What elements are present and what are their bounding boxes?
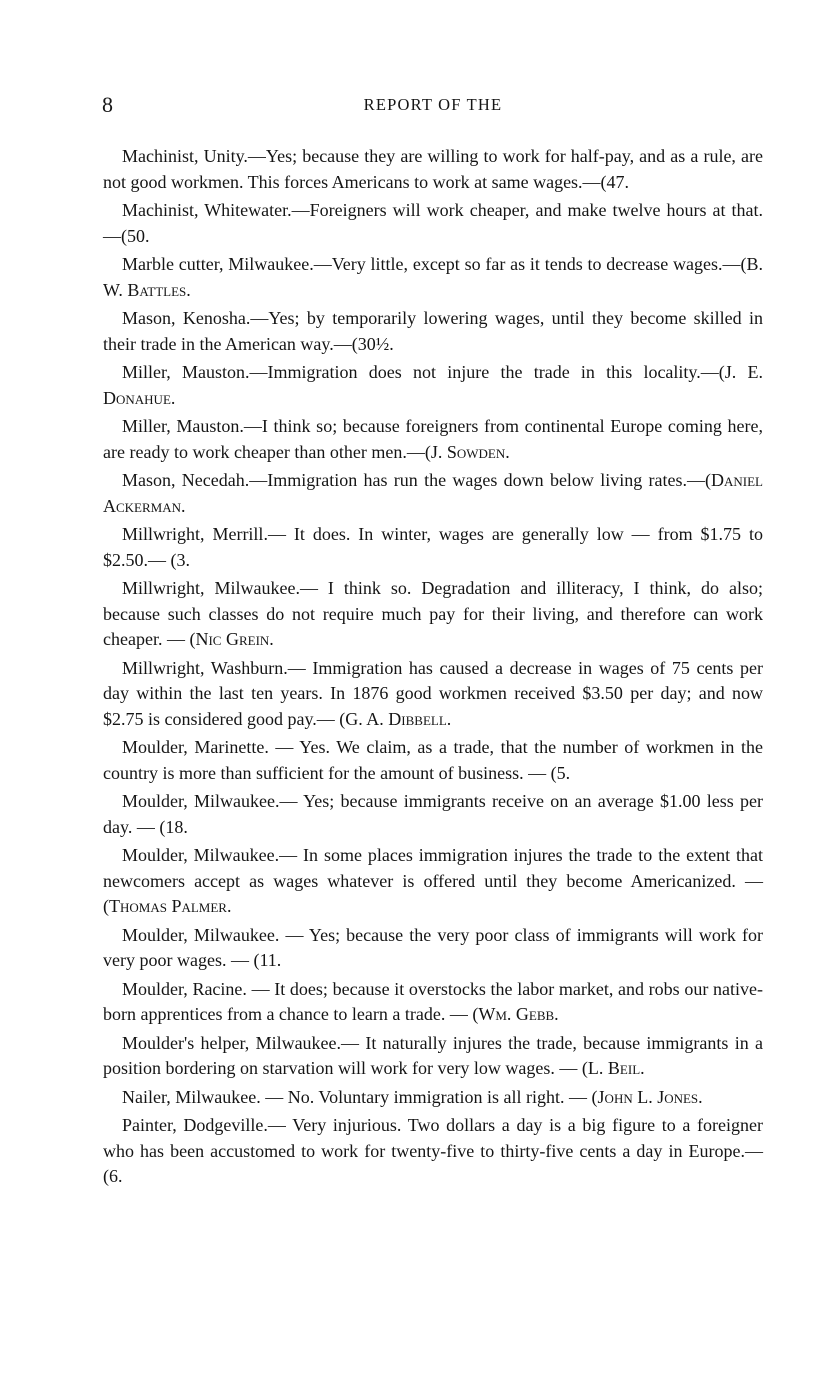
entry-signature: J. E. Donahue.: [103, 362, 763, 408]
page-number: 8: [102, 92, 113, 117]
entry-signature: Daniel Ackerman.: [103, 470, 763, 516]
entry-text: Millwright, Washburn.— Immigration has caused a decrease in wages of 75 cents per day within the last ten years. In 1876 good workmen received $3.50 per day; and now $2.75 is considered good pay.— (: [103, 657, 763, 729]
page-header: [102, 88, 764, 122]
entry-text: Mason, Kenosha.—Yes; by temporarily lowering wages, until they become skilled in their trade in the American way.—(30½.: [103, 308, 763, 354]
entry-text: Nailer, Milwaukee. — No. Voluntary immigration is all right. — (: [122, 1086, 598, 1107]
entry-text: Mason, Necedah.—Immigration has run the wages down below living rates.—(: [122, 470, 711, 490]
entry-text: Marble cutter, Milwaukee.—Very little, except so far as it tends to decrease wages.—(: [122, 254, 747, 274]
entry-text: Millwright, Merrill.— It does. In winter, wages are generally low — from $1.75 to $2.50.— (3.: [103, 524, 763, 570]
entry-signature: J. Sowden.: [430, 441, 510, 462]
testimony-entry: [103, 144, 763, 195]
entry-signature: Nic Grein.: [195, 629, 274, 649]
testimony-entry: [103, 522, 763, 573]
testimony-entry: [103, 414, 763, 465]
testimony-entry: [103, 1113, 763, 1190]
entry-text: Moulder, Marinette. — Yes. We claim, as a trade, that the number of workmen in the country is more than sufficient for the amount of business. — (5.: [103, 737, 763, 783]
testimony-entry: [103, 198, 763, 249]
entry-text: Miller, Mauston.—Immigration does not injure the trade in this locality.—(: [122, 362, 725, 382]
entry-text: Painter, Dodgeville.— Very injurious. Two dollars a day is a big figure to a foreigner who has been accustomed to work for twenty-five to thirty-five cents a day in Europe.— (6.: [103, 1115, 763, 1186]
entry-text: Moulder, Milwaukee.— Yes; because immigrants receive on an average $1.00 less per day. — (18.: [103, 791, 763, 837]
entry-signature: Wm. Gebb.: [478, 1004, 559, 1024]
testimony-entry: [103, 843, 763, 920]
entry-signature: B. W. Battles.: [103, 254, 763, 300]
entry-signature: Thomas Palmer.: [109, 896, 232, 916]
testimony-entry: [103, 923, 763, 974]
testimony-entry: [103, 735, 763, 786]
testimony-entry: [103, 1085, 763, 1111]
testimony-entry: [103, 977, 763, 1028]
testimony-entry: [103, 360, 763, 411]
entry-text: Moulder, Milwaukee. — Yes; because the very poor class of immigrants will work for very poor wages. — (11.: [103, 924, 763, 970]
running-head: REPORT OF THE: [363, 95, 503, 114]
testimony-entry: [103, 468, 763, 519]
testimony-entry: [103, 252, 763, 303]
entry-text: Moulder, Milwaukee.— In some places immigration injures the trade to the extent that newcomers accept as wages whatever is offered until they become Americanized. — (: [103, 845, 763, 916]
entry-signature: L. Beil.: [587, 1058, 645, 1078]
testimony-entry: [103, 789, 763, 840]
testimony-entry: [103, 576, 763, 653]
entry-text: Moulder's helper, Milwaukee.— It naturally injures the trade, because immigrants in a position bordering on starvation will work for very low wages. — (: [103, 1032, 763, 1078]
entry-text: Miller, Mauston.—I think so; because foreigners from continental Europe coming here, are ready to work cheaper than other men.—(: [103, 416, 763, 462]
testimony-entry: [103, 656, 763, 733]
entry-text: Millwright, Milwaukee.— I think so. Degradation and illiteracy, I think, do also; because such classes do not require much pay for their living, and therefore can work cheaper. — (: [103, 578, 763, 649]
testimony-entry: [103, 306, 763, 357]
entry-text: Moulder, Racine. — It does; because it overstocks the labor market, and robs our native-born apprentices from a chance to learn a trade. — (: [103, 978, 763, 1024]
entry-text: Machinist, Unity.—Yes; because they are willing to work for half-pay, and as a rule, are not good workmen. This forces Americans to work at same wages.—(47.: [103, 146, 763, 192]
entry-text: Machinist, Whitewater.—Foreigners will work cheaper, and make twelve hours at that.—(50.: [103, 200, 763, 246]
page-body: [103, 144, 763, 1193]
entry-signature: G. A. Dibbell.: [345, 708, 452, 729]
entry-signature: John L. Jones.: [597, 1086, 703, 1107]
testimony-entry: [103, 1031, 763, 1082]
